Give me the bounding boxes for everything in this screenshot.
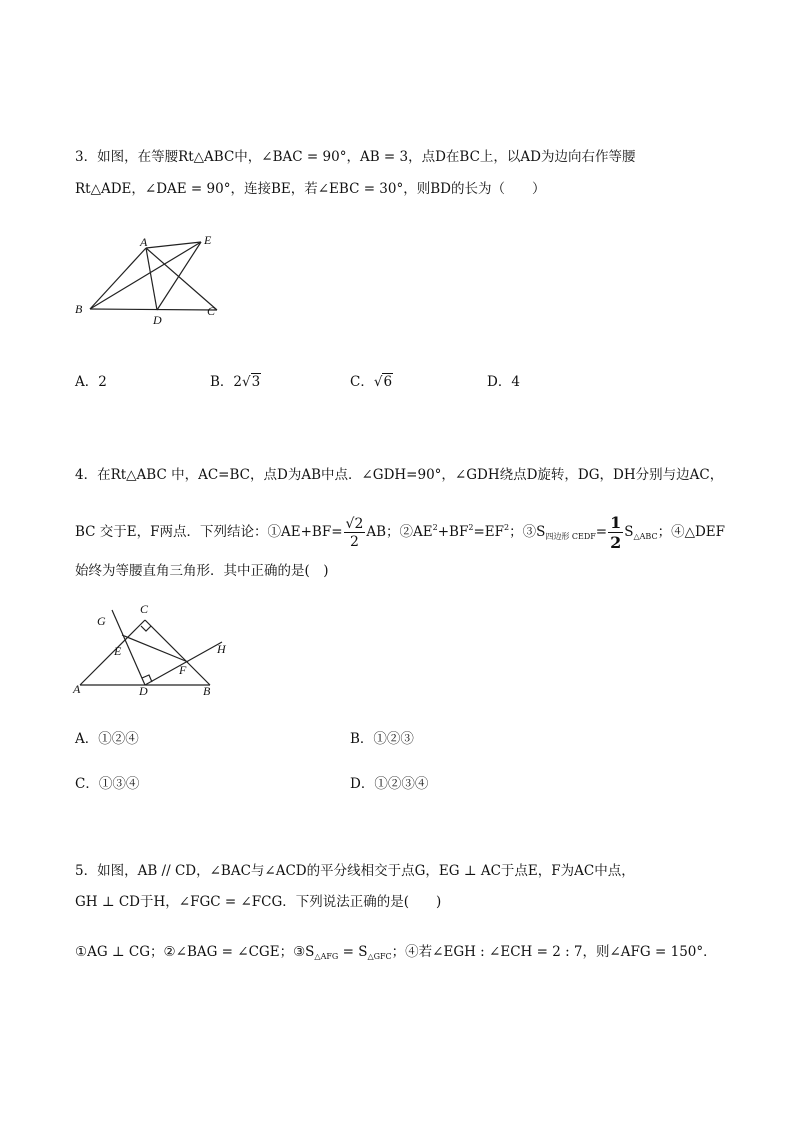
q4-option-d[interactable]	[350, 772, 428, 792]
q4-label-D: D	[139, 684, 148, 698]
q3-option-d-value: 4	[511, 374, 520, 390]
q3-figure	[70, 232, 250, 332]
q4-option-d-letter: D．	[350, 776, 375, 792]
q3-label-E: E	[204, 233, 212, 247]
q5-line3-c: ；④若∠EGH : ∠ECH = 2 : 7，则∠AFG = 150°．	[391, 944, 717, 960]
q5-stem-line3	[75, 943, 717, 966]
q5-line3-a: ①AG ⊥ CG；②∠BAG = ∠CGE；③S	[75, 944, 315, 960]
q4-sq1: 2	[432, 523, 438, 532]
q3-stem-line1: 3．如图，在等腰Rt△ABC中，∠BAC = 90°，AB = 3，点D在BC上，以AD为边向右作等腰	[75, 149, 636, 165]
q4-label-G: G	[97, 614, 106, 628]
q4-stem-line2	[75, 508, 725, 557]
q3-label-C: C	[207, 304, 216, 318]
q4-label-H: H	[217, 642, 226, 656]
q4-option-a-letter: A．	[75, 731, 99, 747]
q4-option-a-value: ①②④	[98, 731, 139, 747]
q4-label-A: A	[73, 682, 81, 696]
q4-sub-quadrilateral: 四边形 CEDF	[545, 532, 596, 541]
q3-option-b-radicand: 3	[251, 374, 261, 390]
q5-line3-b: = S	[338, 944, 368, 960]
q3-option-c-radicand: 6	[383, 374, 393, 390]
q4-frac2-num: 1	[610, 512, 622, 532]
q3-label-B: B	[75, 302, 83, 316]
q3-option-b[interactable]	[210, 370, 261, 390]
q4-frac2-den: 2	[610, 532, 622, 552]
q3-option-d[interactable]	[487, 370, 520, 390]
q4-option-b-value: ①②③	[373, 731, 414, 747]
q4-label-B: B	[203, 684, 211, 698]
q3-stem-line2: Rt△ADE，∠DAE = 90°，连接BE，若∠EBC = 30°，则BD的长为（ ）	[75, 181, 546, 197]
q5-sub-afg: △AFG	[314, 952, 339, 961]
q4-line2-e: ；③S	[509, 524, 546, 540]
q4-frac1-num: √2	[345, 515, 364, 532]
q3-option-a[interactable]	[75, 370, 107, 390]
q4-stem-line3: 始终为等腰直角三角形．其中正确的是( )	[75, 563, 329, 579]
q4-option-b[interactable]	[350, 727, 414, 747]
q3-option-b-sqrt: √3	[242, 374, 261, 390]
q4-option-b-letter: B．	[350, 731, 374, 747]
q4-label-C: C	[140, 602, 149, 616]
q4-stem-line1: 4．在Rt△ABC 中，AC=BC，点D为AB中点．∠GDH=90°，∠GDH绕点D旋转，DG，DH分别与边AC，	[75, 467, 724, 483]
q4-line2-c: +BF	[437, 524, 469, 540]
q4-option-c[interactable]	[75, 772, 139, 792]
q4-sub-triangle: △ABC	[633, 532, 658, 541]
q3-option-c-sqrt: √6	[373, 374, 393, 390]
q4-option-d-value: ①②③④	[374, 776, 429, 792]
q4-label-F: F	[179, 663, 187, 677]
q4-sq2: 2	[468, 523, 474, 532]
q5-sub-gfc: △GFC	[367, 952, 392, 961]
q4-line2-a: BC 交于E，F两点．下列结论：①AE+BF=	[75, 524, 343, 540]
q4-line2-g: S	[624, 524, 634, 540]
q3-option-b-letter: B．	[210, 374, 234, 390]
q3-option-c-letter: C．	[350, 374, 374, 390]
q4-label-E: E	[114, 644, 122, 658]
q5-stem-line1: 5．如图，AB // CD，∠BAC与∠ACD的平分线相交于点G，EG ⊥ AC于点E，F为AC中点，	[75, 863, 635, 879]
q3-option-b-coef: 2	[233, 374, 243, 390]
q4-option-a[interactable]	[75, 727, 139, 747]
q4-line2-f: =	[595, 524, 608, 540]
q4-figure	[70, 600, 240, 705]
q4-line2-d: =EF	[473, 524, 504, 540]
q4-sq3: 2	[503, 523, 510, 532]
q4-frac1-den: 2	[349, 533, 359, 550]
q3-option-d-letter: D．	[487, 374, 512, 390]
q3-option-a-letter: A．	[75, 374, 99, 390]
q3-label-A: A	[140, 235, 148, 249]
q4-option-c-letter: C．	[75, 776, 99, 792]
q4-line2-b: AB；②AE	[366, 524, 433, 540]
q4-fraction-sqrt2-over-2	[344, 517, 366, 549]
q3-option-a-value: 2	[98, 374, 107, 390]
q4-line2-h: ；④△DEF	[657, 524, 726, 540]
q3-option-c[interactable]	[350, 370, 393, 390]
q3-label-D: D	[153, 313, 162, 327]
q4-fraction-half	[608, 512, 623, 552]
q4-option-c-value: ①③④	[98, 776, 140, 792]
q5-stem-line2: GH ⊥ CD于H，∠FGC = ∠FCG．下列说法正确的是( )	[75, 894, 442, 910]
